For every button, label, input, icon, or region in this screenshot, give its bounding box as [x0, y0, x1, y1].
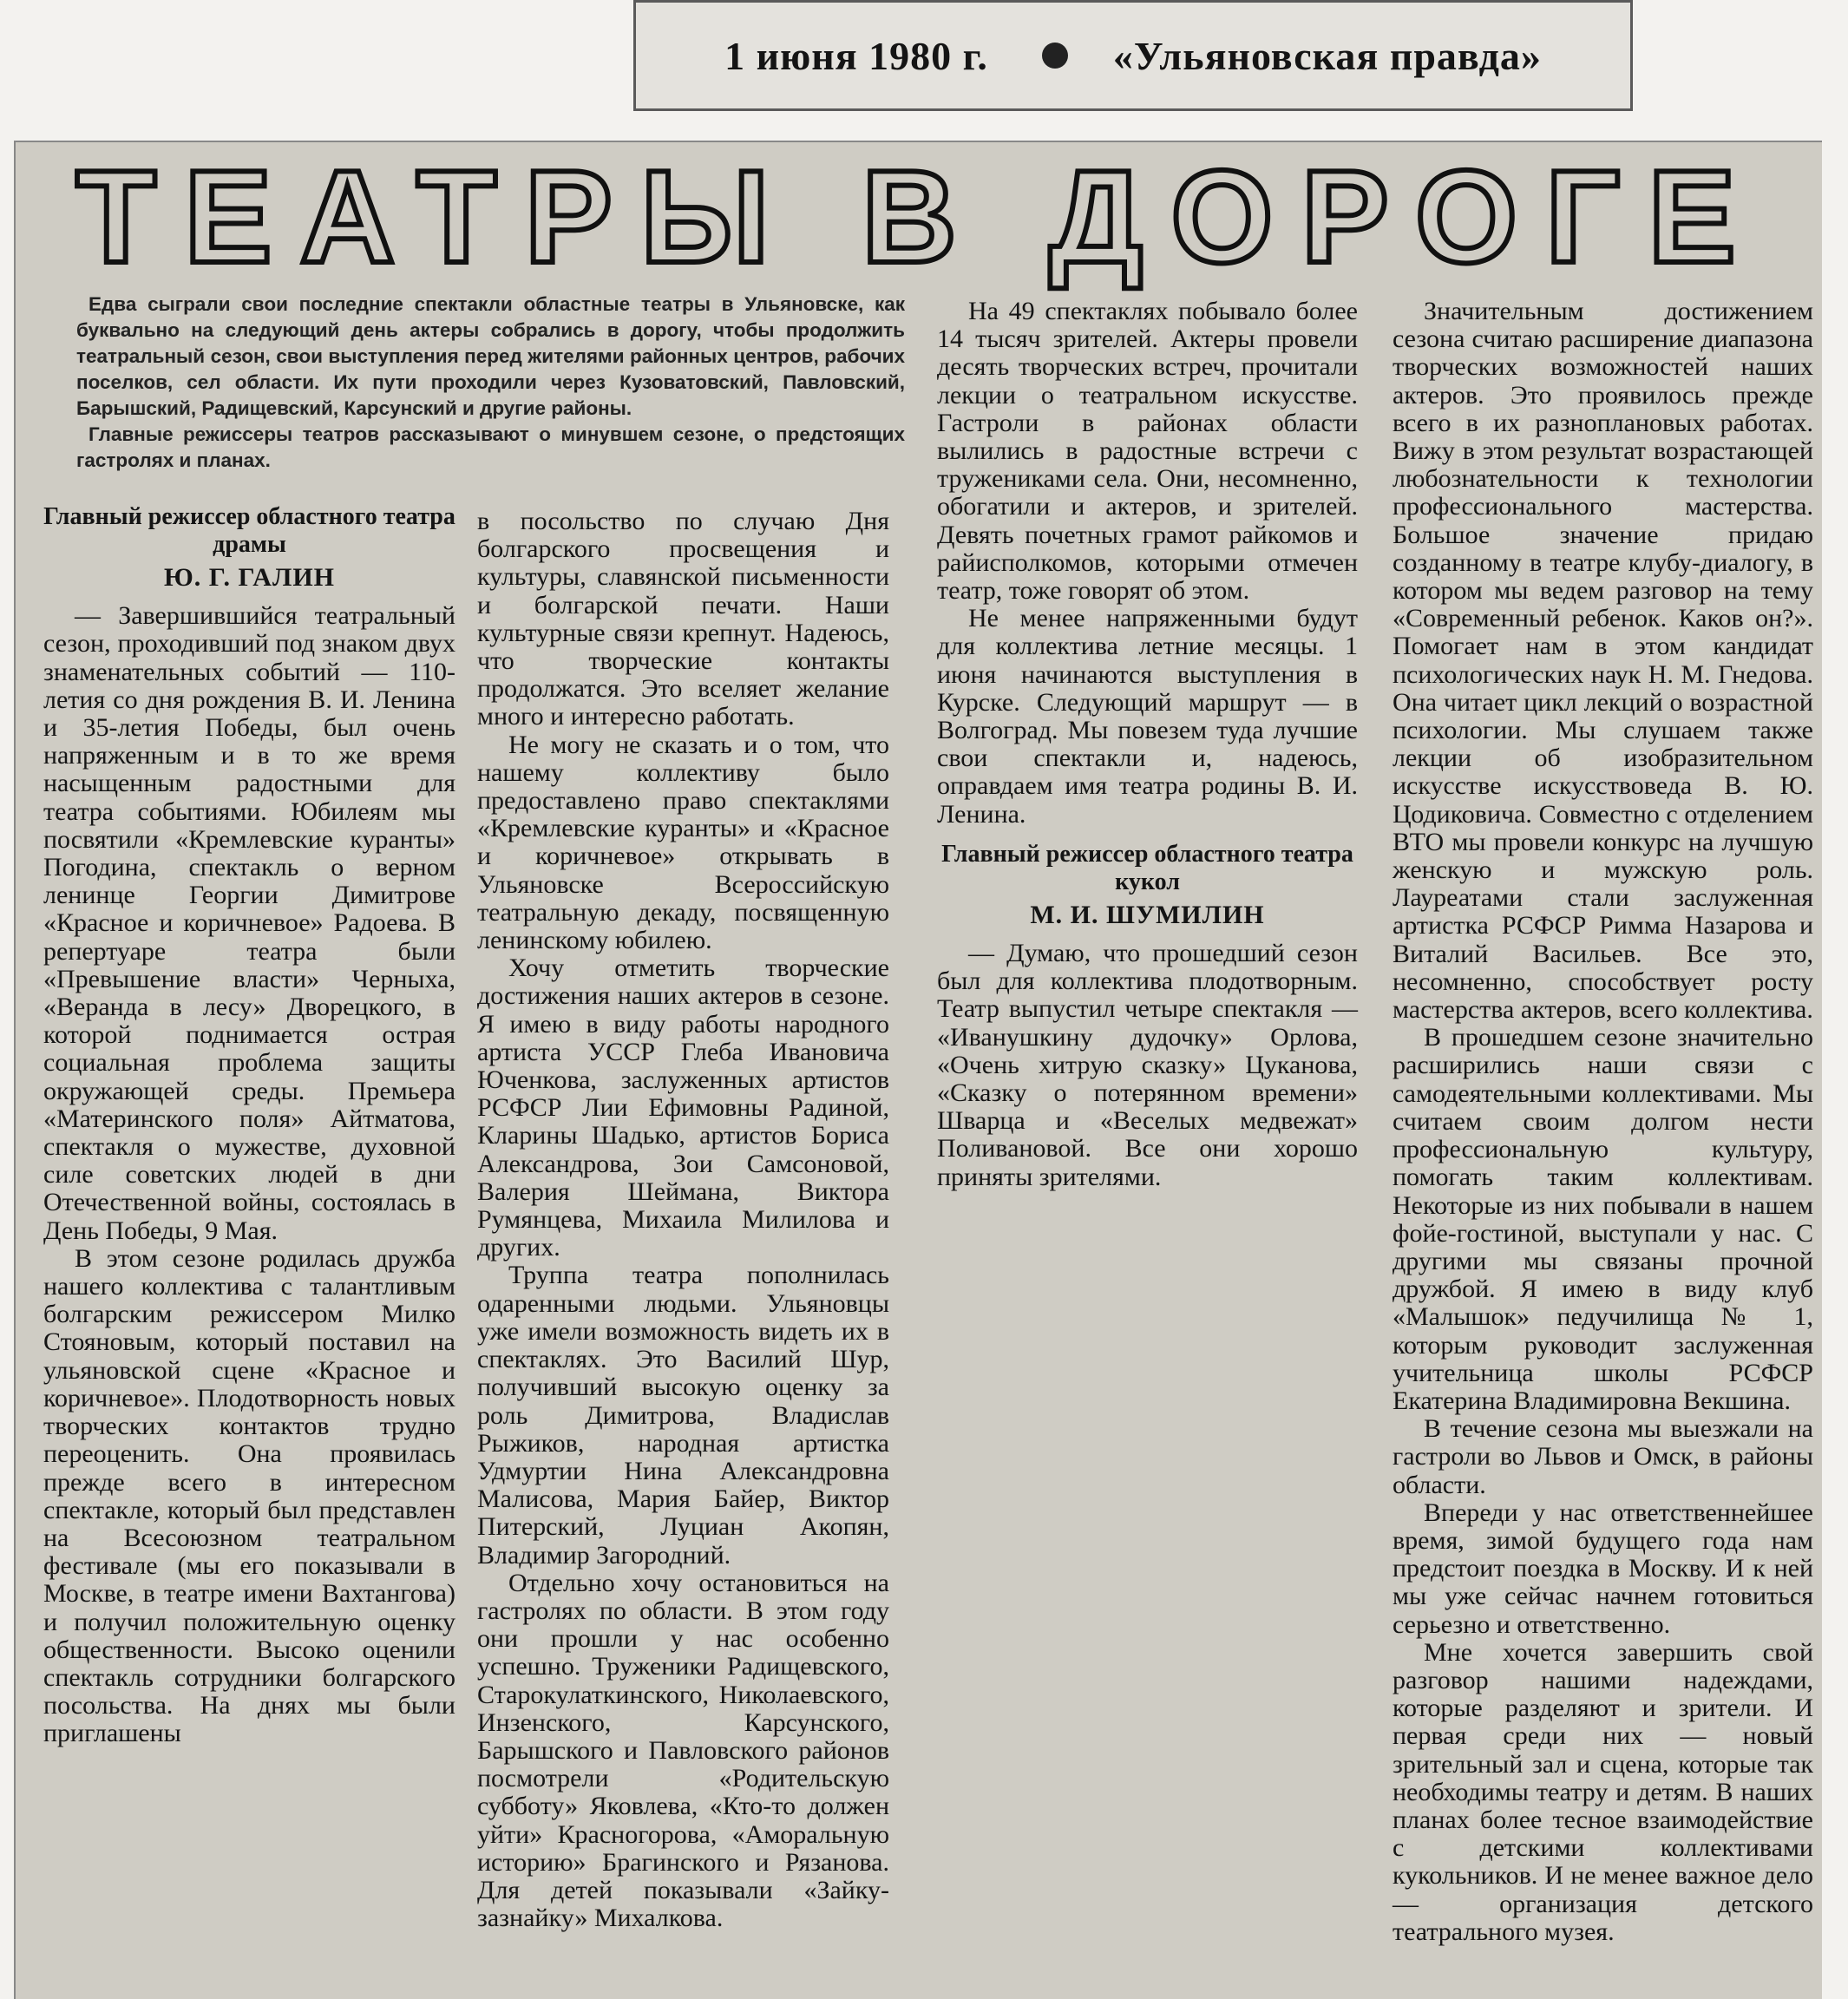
- lead-paragraph: Едва сыграли свои последние спектакли областные театры в Ульяновске, как буквально на следующий день актеры собрались в дорогу, чтобы продолжить театральный сезон, свои выступления перед жителями районных центров, рабочих поселков, сел области. Их пути проходили через Кузоватовский, Павловский, Барышский, Радищевский, Карсунский и другие районы.: [76, 293, 905, 419]
- article-column-4: [1393, 298, 1813, 1946]
- article-paragraph: На 49 спектаклях побывало более 14 тысяч зрителей. Актеры провели десять творческих встреч, прочитали лекции о театральном искусстве. Гастроли в районах области вылились в радостные встречи с тружениками села. Они, несомненно, обогатили и актеров, и зрителей. Девять почетных грамот райкомов и райисполкомов, которыми отмечен театр, тоже говорят об этом.: [937, 297, 1358, 606]
- article-lead: [76, 292, 905, 474]
- article-paragraph: — Завершившийся театральный сезон, проходивший под знаком двух знаменательных событий — 110-летия со дня рождения В. И. Ленина и 35-летия Победы, был очень напряженным и в то же время насыщенным радостными для театра событиями. Юбилеям мы посвятили «Кремлевские куранты» Погодина, спектакль о верном ленинце Георгии Димитрове «Красное и коричневое» Радоева. В репертуаре театра были «Превышение власти» Черныха, «Веранда в лесу» Дворецкого, в которой поднимается острая социальная проблема защиты окружающей среды. Премьера «Материнского поля» Айтматова, спектакля о мужестве, духовной силе советских людей в дни Отечественной войны, состоялась в День Победы, 9 Мая.: [43, 601, 455, 1245]
- article-paragraph: Не менее напряженными будут для коллектива летние месяцы. 1 июня начинаются выступления в Курске. Следующий маршрут — в Волгоград. Мы повезем туда лучшие свои спектакли и, надеюсь, оправдаем имя театра родины В. И. Ленина.: [937, 604, 1358, 829]
- newspaper-title: «Ульяновская правда»: [1112, 33, 1542, 78]
- article-headline: ТЕАТРЫ В ДОРОГЕ: [75, 143, 1764, 291]
- author-byline: Главный режиссер областного театра кукол: [941, 840, 1353, 895]
- article-paragraph: В течение сезона мы выезжали на гастроли во Львов и Омск, в районы области.: [1393, 1414, 1813, 1499]
- article-paragraph: В прошедшем сезоне значительно расширились наши связи с самодеятельными коллективами. Мы считаем своим долгом нести профессиональную культуру, помогать таким коллективам. Некоторые из них побывали в нашем фойе-гостиной, выступали у нас. С другими мы связаны прочной дружбой. Я имею в виду клуб «Малышок» педучилища № 1, которым руководит заслуженная учительница школы РСФСР Екатерина Владимировна Векшина.: [1393, 1023, 1813, 1415]
- issue-date: 1 июня 1980 г.: [724, 33, 988, 78]
- article-paragraph: — Думаю, что прошедший сезон был для коллектива плодотворным. Театр выпустил четыре спектакля — «Иванушкину дудочку» Орлова, «Очень хитрую сказку» Цуканова, «Сказку о потерянном времени» Шварца и «Веселых медвежат» Поливановой. Все они хорошо приняты зрителями.: [937, 939, 1358, 1191]
- author-name: М. И. ШУМИЛИН: [1030, 900, 1265, 929]
- article-paragraph: Впереди у нас ответственнейшее время, зимой будущего года нам предстоит поездка в Москву. И к ней мы уже сейчас начнем готовиться серьезно и ответственно.: [1393, 1498, 1813, 1639]
- article-paragraph: В этом сезоне родилась дружба нашего коллектива с талантливым болгарским режиссером Милко Стояновым, который поставил на ульяновской сцене «Красное и коричневое». Плодотворность новых творческих контактов трудно переоценить. Она проявилась прежде всего в интересном спектакле, который был представлен на Всесоюзном театральном фестивале (мы его показывали в Москве, в театре имени Вахтангова) и получил положительную оценку общественности. Высоко оценили спектакль сотрудники болгарского посольства. На днях мы были приглашены: [43, 1243, 455, 1748]
- article-paragraph: Отдельно хочу остановиться на гастролях по области. В этом году они прошли у нас особенно успешно. Труженики Радищевского, Старокулаткинского, Николаевского, Инзенского, Карсунского, Барышского и Павловского районов посмотрели «Родительскую субботу» Яковлева, «Кто-то должен уйти» Красногорова, «Аморальную историю» Брагинского и Рязанова. Для детей показывали «Зайку-зазнайку» Михалкова.: [477, 1568, 889, 1933]
- article-paragraph: Хочу отметить творческие достижения наших актеров в сезоне. Я имею в виду работы народного артиста УССР Глеба Ивановича Юченкова, заслуженных артистов РСФСР Лии Ефимовны Радиной, Кларины Шадько, артистов Бориса Александрова, Зои Самсоновой, Валерия Шеймана, Виктора Румянцева, Михаила Милилова и других.: [477, 954, 889, 1262]
- article-column-3: [937, 298, 1358, 1191]
- bullet-separator-icon: [1042, 43, 1068, 69]
- lead-paragraph: Главные режиссеры театров рассказывают о минувшем сезоне, о предстоящих гастролях и планах.: [76, 423, 905, 471]
- article-paragraph: Мне хочется завершить свой разговор нашими надеждами, которые разделяют и зрители. И первая среди них — новый зрительный зал и сцена, которые так необходимы театру и детям. В наших планах более тесное взаимодействие с детскими коллективами кукольников. И не менее важное дело — организация детского театрального музея.: [1393, 1637, 1813, 1946]
- author-byline: Главный режиссер областного театра драмы: [43, 503, 455, 558]
- article-paragraph: в посольство по случаю Дня болгарского просвещения и культуры, славянской письменности и болгарской печати. Наши культурные связи крепнут. Надеюсь, что творческие контакты продолжатся. Это вселяет желание много и интересно работать.: [477, 507, 889, 731]
- article-paragraph: Труппа театра пополнилась одаренными людьми. Ульяновцы уже имели возможность видеть их в спектаклях. Это Василий Шур, получивший высокую оценку за роль Димитрова, Владислав Рыжиков, народная артистка Удмуртии Нина Александровна Малисова, Мария Байер, Виктор Питерский, Луциан Акопян, Владимир Загородний.: [477, 1261, 889, 1570]
- newspaper-date-strip: [633, 0, 1633, 111]
- second-author-block: [937, 841, 1358, 929]
- author-name: Ю. Г. ГАЛИН: [164, 563, 335, 592]
- article-paragraph: Значительным достижением сезона считаю расширение диапазона творческих возможностей наших актеров. Это проявилось прежде всего в их разноплановых работах. Вижу в этом результат возрастающей любознательности к технологии профессионального мастерства. Большое значение придаю созданному в театре клубу-диалогу, в котором мы ведем разговор на тему «Современный ребенок. Каков он?». Помогает нам в этом кандидат психологических наук Н. М. Гнедова. Она читает цикл лекций о возрастной психологии. Мы слушаем также лекции об изобразительном искусстве искусствоведа В. Ю. Цодиковича. Совместно с отделением ВТО мы провели конкурс на лучшую женскую и мужскую роль. Лауреатами стали заслуженная артистка РСФСР Римма Назарова и Виталий Васильев. Все это, несомненно, способствует росту мастерства актеров, всего коллектива.: [1393, 297, 1813, 1025]
- article-column-2: [477, 508, 889, 1932]
- article-column-1: [43, 503, 455, 1748]
- article-paragraph: Не могу не сказать и о том, что нашему коллективу было предоставлено право спектаклями «Кремлевские куранты» и «Красное и коричневое» открывать в Ульяновске Всероссийскую театральную декаду, посвященную ленинскому юбилею.: [477, 730, 889, 955]
